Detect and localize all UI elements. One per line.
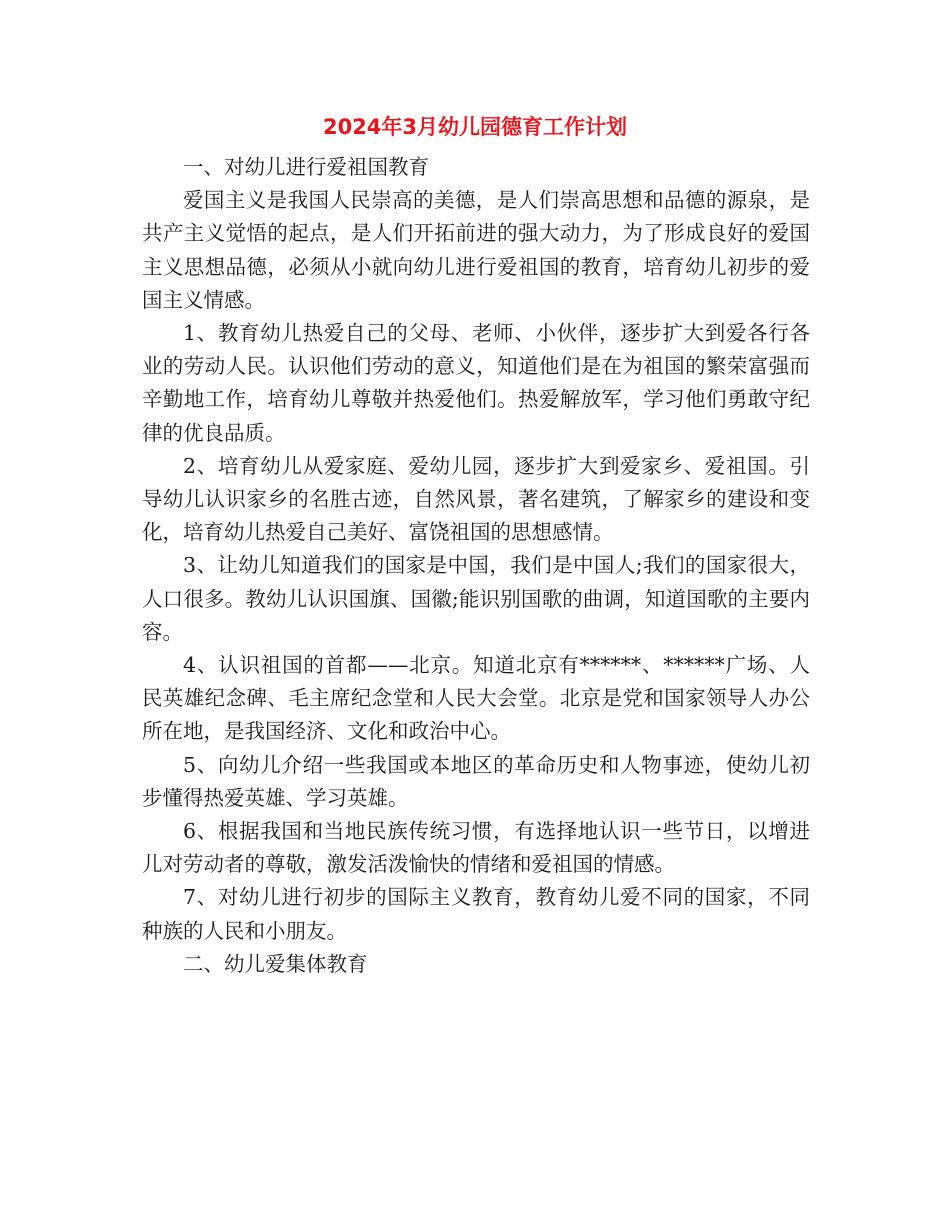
paragraph-item-1: 1、教育幼儿热爱自己的父母、老师、小伙伴，逐步扩大到爱各行各业的劳动人民。认识他们劳动的意义，知道他们是在为祖国的繁荣富强而辛勤地工作，培育幼儿尊敬并热爱他们。热爱解放军，学习他们勇敢守纪律的优良品质。 bbox=[142, 321, 810, 445]
paragraph-item-6: 6、根据我国和当地民族传统习惯，有选择地认识一些节日，以增进儿对劳动者的尊敬，激发活泼愉快的情绪和爱祖国的情感。 bbox=[142, 819, 810, 877]
section-heading-1: 一、对幼儿进行爱祖国教育 bbox=[183, 155, 429, 179]
paragraph-item-2: 2、培育幼儿从爱家庭、爱幼儿园，逐步扩大到爱家乡、爱祖国。引导幼儿认识家乡的名胜古迹，自然风景，著名建筑，了解家乡的建设和变化，培育幼儿热爱自己美好、富饶祖国的思想感情。 bbox=[142, 453, 810, 545]
section-heading-2: 二、幼儿爱集体教育 bbox=[183, 951, 368, 976]
paragraph-intro: 爱国主义是我国人民崇高的美德，是人们崇高思想和品德的源泉，是共产主义觉悟的起点，是人们开拓前进的强大动力，为了形成良好的爱国主义思想品德，必须从小就向幼儿进行爱祖国的教育，培育幼儿初步的爱国主义情感。 bbox=[142, 188, 810, 312]
document-body bbox=[142, 151, 810, 981]
document-title: 2024年3月幼儿园德育工作计划 bbox=[322, 115, 628, 139]
paragraph-item-4: 4、认识祖国的首都——北京。知道北京有******、******广场、人民英雄纪念碑、毛主席纪念堂和人民大会堂。北京是党和国家领导人办公所在地，是我国经济、文化和政治中心。 bbox=[142, 653, 810, 744]
paragraph-item-5: 5、向幼儿介绍一些我国或本地区的革命历史和人物事迹，使幼儿初步懂得热爱英雄、学习英雄。 bbox=[142, 752, 810, 810]
paragraph-item-3: 3、让幼儿知道我们的国家是中国，我们是中国人;我们的国家很大，人口很多。教幼儿认识国旗、国徽;能识别国歌的曲调，知道国歌的主要内容。 bbox=[142, 553, 810, 644]
paragraph-item-7: 7、对幼儿进行初步的国际主义教育，教育幼儿爱不同的国家，不同种族的人民和小朋友。 bbox=[142, 885, 810, 943]
